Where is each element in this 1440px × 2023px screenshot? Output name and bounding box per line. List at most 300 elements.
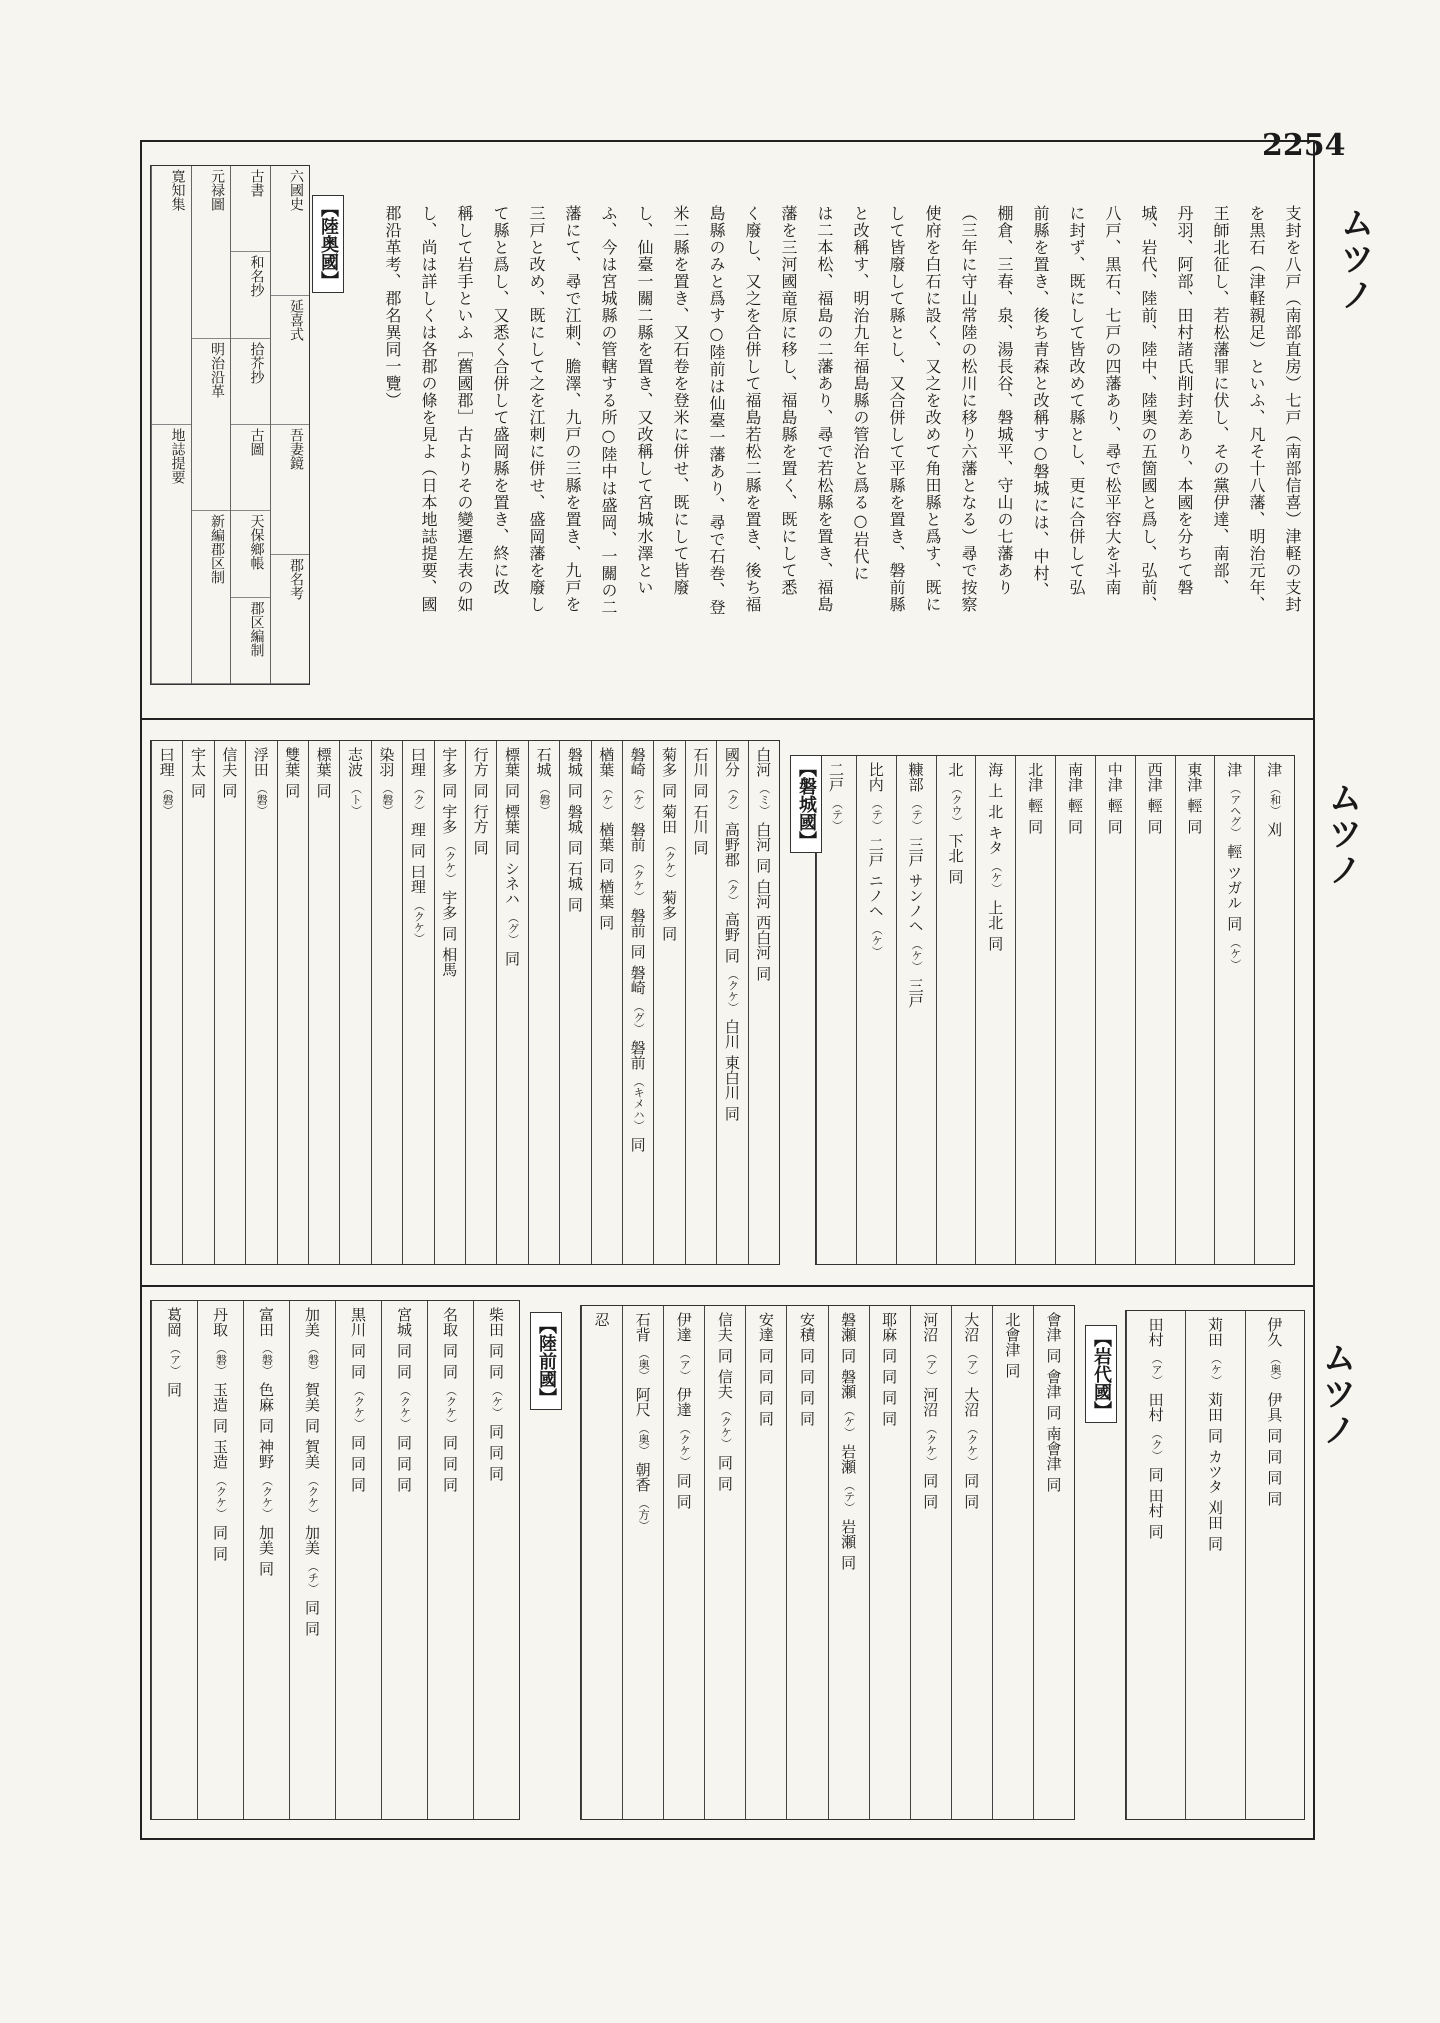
table-cell: 東白川: [722, 1055, 741, 1100]
table-cell: （チ）: [306, 1561, 320, 1594]
table-column: [245, 741, 276, 1264]
table-cell: 玉造: [211, 1382, 229, 1412]
intro-line: して皆廢して縣とし、又合併して平縣を置き、磐前縣: [887, 205, 906, 613]
table-cell: 磐瀬: [839, 1312, 858, 1342]
table-cell: 黒川: [349, 1307, 367, 1337]
table-cell: 楢葉: [597, 747, 616, 777]
table-cell: 同: [1185, 819, 1204, 834]
table-cell: 安積: [797, 1312, 816, 1342]
table-cell: 同: [597, 858, 616, 873]
table-cell: 苅田: [1206, 1392, 1224, 1422]
table-cell: 行方: [471, 804, 490, 834]
table-column: [1185, 1311, 1244, 1819]
table-cell: 同: [441, 1364, 459, 1379]
table-cell: 標葉: [314, 747, 333, 777]
table-cell: 同: [962, 1494, 981, 1509]
table-cell: （クケ）: [678, 1423, 692, 1467]
table-cell: （クケ）: [352, 1385, 366, 1429]
table-cell: 同: [880, 1390, 899, 1405]
table-cell: 同: [1003, 1363, 1022, 1378]
intro-line: 藩を三河國竜原に移し、福島縣を置く、既にして悉: [779, 205, 798, 596]
table-cell: 津: [1265, 762, 1284, 777]
intro-line: と改稱す、明治九年福島縣の管治と爲る○岩代に: [851, 205, 870, 582]
table-cell: （磐）: [255, 783, 269, 816]
table-column: [1095, 756, 1135, 1264]
table-cell: （ケ）: [632, 783, 646, 816]
table-cell: 同: [211, 1525, 229, 1540]
table-column: [869, 1306, 910, 1819]
table-cell: 輕: [1026, 798, 1045, 813]
table-cell: 同: [440, 783, 459, 798]
table-cell: 伊具: [1265, 1392, 1284, 1422]
table-cell: 同: [880, 1348, 899, 1363]
table-cell: （クケ）: [924, 1423, 938, 1467]
table-cell: （方）: [637, 1498, 651, 1531]
table-cell: 二戸: [866, 837, 885, 867]
table-cell: 同: [1044, 1405, 1063, 1420]
table-cell: 朝香: [633, 1462, 652, 1492]
references-box: [150, 165, 310, 685]
table-cell: 上北: [986, 900, 1005, 930]
intro-line: 米二縣を置き、又石卷を登米に併せ、既にして皆廢: [671, 205, 690, 596]
table-cell: 輕: [1065, 798, 1084, 813]
table-column: [465, 741, 496, 1264]
table-cell: 同: [441, 1477, 459, 1492]
intro-line: 三戸と改め、既にして之を江刺に併せ、盛岡藩を廢し: [527, 205, 546, 613]
table-cell: 浮田: [251, 747, 270, 777]
table-cell: 同: [1206, 1428, 1224, 1443]
table-cell: 同: [487, 1445, 505, 1460]
table-cell: 賀美: [303, 1439, 321, 1469]
reference-item: 明治沿革: [192, 339, 231, 512]
table-cell: 刈田: [1206, 1500, 1224, 1530]
table-cell: （ク）: [726, 873, 740, 906]
table-cell: 磐前: [628, 822, 647, 852]
table-column: [581, 1306, 622, 1819]
table-cell: 宇多: [440, 804, 459, 834]
table-cell: （奥）: [1268, 1353, 1282, 1386]
table-cell: 同: [1265, 1470, 1284, 1485]
table-cell: 三戸: [906, 837, 925, 867]
intro-line: 藩にて、尋で江刺、膽澤、九戸の三縣を置き、九戸を: [563, 205, 582, 613]
table-cell: 耶麻: [880, 1312, 899, 1342]
table-column: [402, 741, 433, 1264]
table-cell: 同: [715, 1348, 734, 1363]
table-cell: 西白河: [754, 915, 773, 960]
table-cell: 同: [797, 1411, 816, 1426]
table-cell: 大沼: [962, 1387, 981, 1417]
table-cell: 磐崎: [628, 747, 647, 777]
table-cell: 同: [756, 1411, 775, 1426]
table-cell: （アヘグ）: [1228, 783, 1242, 838]
table-cell: 同: [691, 840, 710, 855]
table-cell: 南津: [1065, 762, 1084, 792]
table-cell: 同: [797, 1369, 816, 1384]
table-cell: 田村: [1146, 1488, 1165, 1518]
table-cell: 柴田: [487, 1307, 505, 1337]
table-cell: 中津: [1105, 762, 1124, 792]
table-column: [335, 1301, 381, 1819]
table-cell: 磐城: [565, 804, 584, 834]
table-cell: 南會津: [1044, 1426, 1063, 1471]
side-label-bottom: ムツノ: [1316, 1340, 1356, 1448]
table-cell: 同: [839, 1348, 858, 1363]
table-column: [434, 741, 465, 1264]
table-column: [1055, 756, 1095, 1264]
table-cell: 同: [349, 1343, 367, 1358]
intro-line: て縣と爲し、又悉く合併して盛岡縣を置き、終に改: [491, 205, 510, 596]
table-cell: 志波: [346, 747, 365, 777]
table-column: [473, 1301, 519, 1819]
reference-item: 古圖: [231, 425, 270, 511]
table-cell: （テ）: [870, 798, 884, 831]
intro-line: し、仙臺一關二縣を置き、又改稱して宮城水澤とい: [635, 205, 654, 596]
table-cell: 同: [408, 843, 427, 858]
table-cell: （グ）: [632, 1001, 646, 1034]
table-cell: 伊久: [1265, 1317, 1284, 1347]
intro-line: し、尚は詳しくは各郡の條を見よ（日本地誌提要、國: [419, 205, 438, 613]
table-cell: 菊田: [660, 804, 679, 834]
table-cell: ツガル: [1225, 865, 1244, 910]
table-cell: 同: [880, 1369, 899, 1384]
table-cell: 同: [986, 936, 1005, 951]
table-cell: 輕: [1145, 798, 1164, 813]
table-column: [289, 1301, 335, 1819]
table-cell: 同: [797, 1348, 816, 1363]
table-cell: 同: [395, 1435, 413, 1450]
table-cell: 同: [628, 944, 647, 959]
table-cell: 石背: [633, 1312, 652, 1342]
table-cell: 同: [1206, 1536, 1224, 1551]
table-cell: 同: [349, 1435, 367, 1450]
table-cell: 國分: [722, 747, 741, 777]
reference-column: [230, 166, 270, 684]
table-cell: 河沼: [921, 1312, 940, 1342]
divider-lower: [140, 1285, 1315, 1287]
table-cell: 北: [946, 762, 965, 777]
table-cell: 信夫: [715, 1312, 734, 1342]
table-cell: 色麻: [257, 1382, 275, 1412]
table-cell: 同: [1146, 1467, 1165, 1482]
table-cell: 同: [715, 1455, 734, 1470]
table-cell: 同: [303, 1621, 321, 1636]
table-cell: 白河: [754, 747, 773, 777]
table-cell: シネハ: [503, 861, 522, 906]
table-column: [1033, 1306, 1074, 1819]
reference-item: 和名抄: [231, 252, 270, 338]
table-cell: 同: [1044, 1348, 1063, 1363]
table-cell: 同: [1145, 819, 1164, 834]
table-cell: 阿尺: [633, 1387, 652, 1417]
page-number: 2254: [1262, 128, 1346, 163]
table-column: [745, 1306, 786, 1819]
table-cell: 理: [408, 822, 427, 837]
table-column: [559, 741, 590, 1264]
table-cell: 同: [946, 869, 965, 884]
table-cell: 同: [471, 783, 490, 798]
intro-line: く廢し、又之を合併して福島若松二縣を置き、後ち福: [743, 205, 762, 613]
table-cell: 曰理: [157, 747, 176, 777]
intro-line: に封ず、既にして皆改めて縣とし、更に合併して弘: [1067, 205, 1086, 596]
table-cell: 糠部: [906, 762, 925, 792]
table-column: [663, 1306, 704, 1819]
table-cell: 葛岡: [165, 1307, 183, 1337]
table-cell: 同: [1044, 1477, 1063, 1492]
table-column: [308, 741, 339, 1264]
table-column: [1135, 756, 1175, 1264]
table-column: [1126, 1311, 1185, 1819]
table-cell: （ア）: [1150, 1353, 1164, 1386]
table-cell: 北會津: [1003, 1312, 1022, 1357]
table-column: [748, 741, 779, 1264]
table-cell: 輕: [1105, 798, 1124, 813]
table-cell: （クケ）: [726, 969, 740, 1013]
table-cell: 同: [674, 1473, 693, 1488]
table-cell: （ケ）: [1209, 1353, 1223, 1386]
intro-line: 棚倉、三春、泉、湯長谷、磐城平、守山の七藩あり: [995, 205, 1014, 596]
table-cell: 津: [1225, 762, 1244, 777]
table-cell: 同: [1026, 819, 1045, 834]
table-cell: 西津: [1145, 762, 1164, 792]
table-cell: 菊多: [660, 747, 679, 777]
table-column: [622, 1306, 663, 1819]
table-cell: 同: [660, 783, 679, 798]
table-cell: 同: [565, 783, 584, 798]
intro-line: は二本松、福島の二藩あり、尋で若松縣を置き、福島: [815, 205, 834, 613]
table-cell: 伊達: [674, 1312, 693, 1342]
table-cell: 石川: [691, 747, 710, 777]
table-cell: （ト）: [349, 783, 363, 816]
reference-item: 郡名考: [271, 555, 310, 685]
table-cell: （クケ）: [412, 900, 426, 944]
table-column: [528, 741, 559, 1264]
table-cell: 同: [503, 783, 522, 798]
table-cell: 河沼: [921, 1387, 940, 1417]
intro-text-block: [330, 205, 1310, 710]
table-cell: 下北: [946, 833, 965, 863]
table-cell: 同: [395, 1456, 413, 1471]
intro-line: 八戸、黒石、七戸の四藩あり、尋で松平容大を斗南: [1103, 205, 1122, 596]
table-cell: 同: [756, 1369, 775, 1384]
table-cell: 海: [986, 762, 1005, 777]
table-cell: 同: [1265, 1449, 1284, 1464]
table-column: [1175, 756, 1215, 1264]
reference-item: 郡区編制: [231, 598, 270, 684]
table-cell: 田村: [1146, 1392, 1165, 1422]
table-upper-right: [815, 755, 1295, 1265]
table-cell: 高野: [722, 912, 741, 942]
table-cell: 田村: [1146, 1317, 1165, 1347]
table-cell: 二戸: [826, 762, 845, 792]
table-column: [371, 741, 402, 1264]
table-cell: （ケ）: [842, 1405, 856, 1438]
section-mutsu-label: 【陸奥國】: [312, 195, 344, 293]
reference-item: 天保鄉帳: [231, 511, 270, 597]
table-cell: 高野郡: [722, 822, 741, 867]
table-column: [214, 741, 245, 1264]
table-column: [975, 756, 1015, 1264]
table-column: [381, 1301, 427, 1819]
table-column: [856, 756, 896, 1264]
table-cell: 同: [211, 1418, 229, 1433]
table-cell: （磐）: [306, 1343, 320, 1376]
table-cell: 同: [188, 783, 207, 798]
table-cell: 同: [487, 1343, 505, 1358]
reference-item: 地誌提要: [152, 425, 191, 684]
intro-line: 王師北征し、若松藩罪に伏し、その黨伊達、南部、: [1211, 205, 1230, 596]
table-column: [786, 1306, 827, 1819]
table-cell: 同: [1146, 1524, 1165, 1539]
table-cell: 安達: [756, 1312, 775, 1342]
table-column: [992, 1306, 1033, 1819]
table-cell: 東津: [1185, 762, 1204, 792]
table-cell: 石川: [691, 804, 710, 834]
table-cell: 北: [986, 804, 1005, 819]
table-cell: （ア）: [168, 1343, 182, 1376]
table-cell: 輕: [1185, 798, 1204, 813]
table-cell: 同: [349, 1456, 367, 1471]
table-cell: 標葉: [503, 804, 522, 834]
table-cell: 同: [754, 858, 773, 873]
intro-line: 郡沿革考、郡名異同一覽）: [383, 205, 402, 409]
table-cell: 玉造: [211, 1439, 229, 1469]
table-column: [182, 741, 213, 1264]
table-cell: （ク）: [412, 783, 426, 816]
intro-line: 前縣を置き、後ち青森と改稱す○磐城には、中村、: [1031, 205, 1050, 599]
table-cell: 神野: [257, 1439, 275, 1469]
table-cell: 同: [1265, 1428, 1284, 1443]
table-cell: （磐）: [214, 1343, 228, 1376]
table-cell: （磐）: [161, 783, 175, 816]
table-cell: キタ: [986, 825, 1005, 855]
table-cell: 同: [691, 783, 710, 798]
table-column: [277, 741, 308, 1264]
table-cell: 岩瀬: [839, 1519, 858, 1549]
table-cell: 同: [1265, 1491, 1284, 1506]
table-cell: 同: [211, 1546, 229, 1561]
table-cell: 富田: [257, 1307, 275, 1337]
intro-line: 城、岩代、陸前、陸中、陸奥の五箇國と爲し、弘前、: [1139, 205, 1158, 613]
table-cell: 磐前: [628, 1040, 647, 1070]
table-lower-right-2: [1125, 1310, 1305, 1820]
table-cell: 宮城: [395, 1307, 413, 1337]
intro-line: を黒石（津軽親足）といふ、凡そ十八藩、明治元年、: [1247, 205, 1266, 613]
table-cell: （ア）: [965, 1348, 979, 1381]
table-cell: 同: [395, 1364, 413, 1379]
table-upper-left: [150, 740, 780, 1265]
intro-line: 島縣のみと爲す○陸前は仙臺一藩あり、尋で石巻、登: [707, 205, 726, 616]
reference-item: 延喜式: [271, 296, 310, 426]
reference-item: 古書: [231, 166, 270, 252]
table-cell: 同: [395, 1343, 413, 1358]
table-cell: 同: [756, 1348, 775, 1363]
table-cell: 三戸: [906, 978, 925, 1008]
table-cell: 磐崎: [628, 965, 647, 995]
table-cell: （奥）: [637, 1348, 651, 1381]
table-lower-middle: [150, 1300, 520, 1820]
table-cell: 同: [715, 1476, 734, 1491]
table-cell: （奥）: [637, 1423, 651, 1456]
reference-item: 吾妻鏡: [271, 425, 310, 555]
reference-item: 寛知集: [152, 166, 191, 425]
table-cell: 同: [503, 951, 522, 966]
table-cell: （磐）: [380, 783, 394, 816]
table-cell: 標葉: [503, 747, 522, 777]
table-cell: （ク）: [1150, 1428, 1164, 1461]
table-cell: 磐前: [628, 908, 647, 938]
table-cell: 大沼: [962, 1312, 981, 1342]
table-cell: 宇太: [188, 747, 207, 777]
table-column: [151, 741, 182, 1264]
table-cell: 同: [880, 1411, 899, 1426]
table-cell: カツタ: [1206, 1449, 1224, 1494]
table-cell: 忍: [592, 1312, 611, 1327]
reference-column: [191, 166, 231, 684]
table-cell: 上: [986, 783, 1005, 798]
table-column: [936, 756, 976, 1264]
table-cell: （ケ）: [870, 924, 884, 957]
table-cell: 輕: [1225, 844, 1244, 859]
table-cell: 同: [722, 1106, 741, 1121]
table-cell: 雙葉: [283, 747, 302, 777]
table-cell: 同: [597, 915, 616, 930]
reference-column: [270, 166, 310, 684]
table-column: [151, 1301, 197, 1819]
table-column: [1245, 1311, 1304, 1819]
table-cell: （ケ）: [910, 939, 924, 972]
table-cell: 菊多: [660, 890, 679, 920]
table-cell: 苅田: [1206, 1317, 1224, 1347]
table-cell: 加美: [303, 1307, 321, 1337]
table-cell: （和）: [1268, 783, 1282, 816]
table-cell: （クケ）: [965, 1423, 979, 1467]
table-column: [427, 1301, 473, 1819]
table-cell: （ケ）: [600, 783, 614, 816]
table-cell: 同: [797, 1390, 816, 1405]
table-column: [496, 741, 527, 1264]
reference-column: [151, 166, 191, 684]
table-cell: 加美: [257, 1525, 275, 1555]
table-cell: 比内: [866, 762, 885, 792]
table-cell: 磐城: [565, 747, 584, 777]
table-cell: 同: [471, 840, 490, 855]
side-label-middle: ムツノ: [1322, 780, 1362, 888]
table-cell: 石城: [534, 747, 553, 777]
table-cell: 加美: [303, 1525, 321, 1555]
table-cell: （テ）: [910, 798, 924, 831]
table-cell: 宇多: [440, 747, 459, 777]
table-cell: 白河: [754, 822, 773, 852]
table-cell: 同: [503, 840, 522, 855]
table-column: [339, 741, 370, 1264]
table-cell: 楢葉: [597, 822, 616, 852]
table-cell: 丹取: [211, 1307, 229, 1337]
table-cell: 白川: [722, 1019, 741, 1049]
table-cell: 曰理: [408, 864, 427, 894]
table-cell: （クケ）: [663, 840, 677, 884]
table-cell: 同: [722, 948, 741, 963]
table-cell: （ケ）: [1228, 937, 1242, 970]
table-column: [591, 741, 622, 1264]
reference-item: 拾芥抄: [231, 339, 270, 425]
table-cell: 同: [565, 897, 584, 912]
table-cell: （キメハ）: [632, 1076, 646, 1131]
table-cell: （クケ）: [306, 1475, 320, 1519]
table-cell: 信夫: [220, 747, 239, 777]
table-cell: 同: [349, 1364, 367, 1379]
table-column: [1015, 756, 1055, 1264]
table-column: [653, 741, 684, 1264]
